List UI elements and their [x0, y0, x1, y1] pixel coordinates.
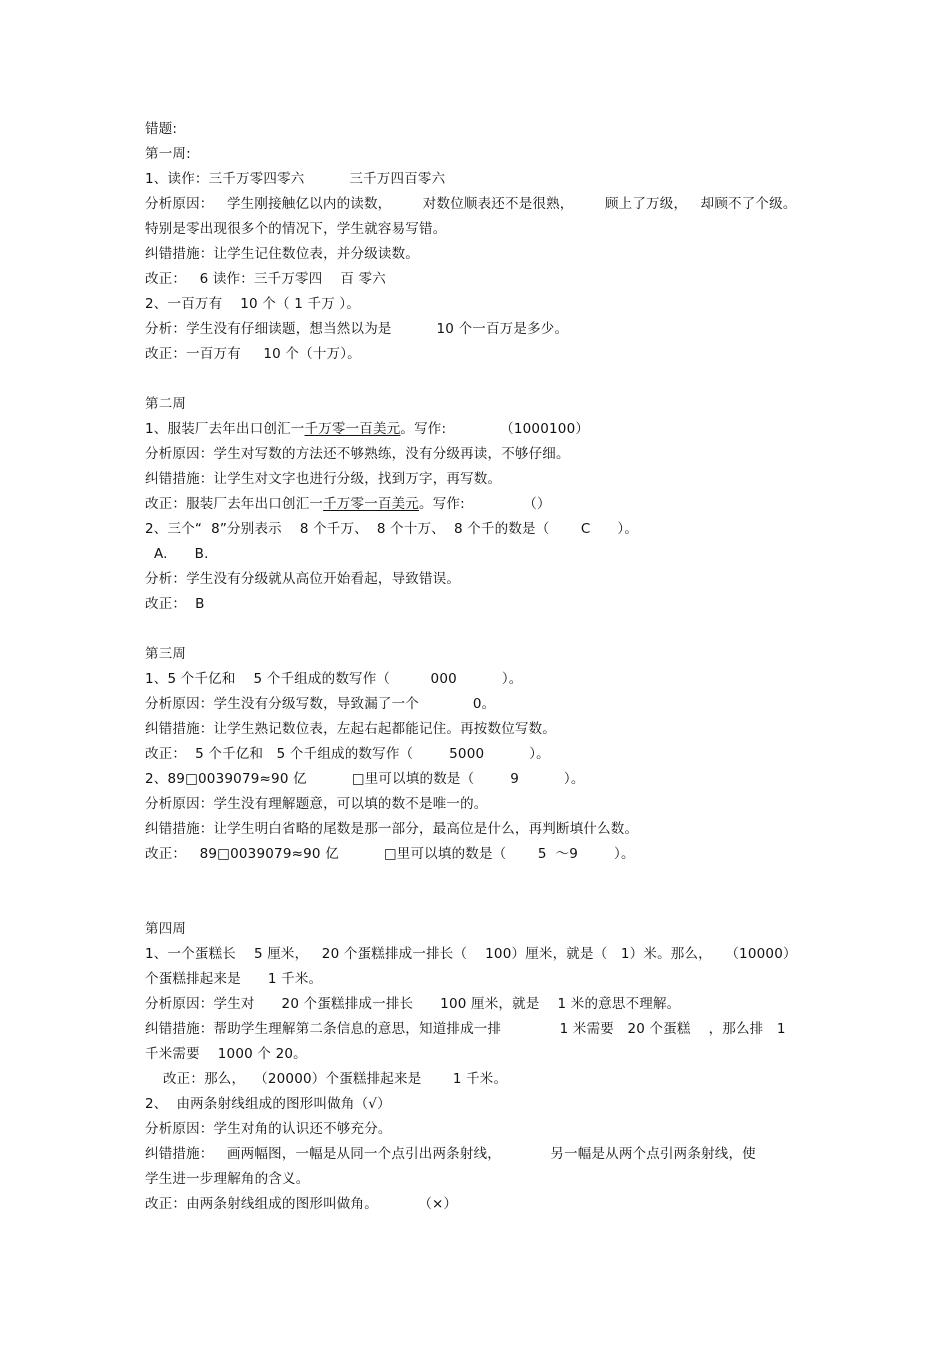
week4-line-1: 1、一个蛋糕长 5 厘米， 20 个蛋糕排成一排长（ 100）厘米，就是（ 1）米。那么， （10000）: [145, 946, 797, 962]
week3-line-1: 1、5 个千亿和 5 个千组成的数写作（ 000 ）。: [145, 671, 523, 687]
week2-line-7: 分析：学生没有分级就从高位开始看起，导致错误。: [145, 571, 461, 587]
week2-line-3: 纠错措施：让学生对文字也进行分级，找到万字，再写数。: [145, 471, 502, 487]
week4-line-11: 改正：由两条射线组成的图形叫做角。 （×）: [145, 1196, 458, 1212]
week1-line-3: 特别是零出现很多个的情况下，学生就容易写错。: [145, 221, 447, 237]
week2-line-1-end: 。写作: （1000100）: [400, 421, 590, 437]
week1-line-5: 改正： 6 读作：三千万零四 百 零六: [145, 271, 387, 287]
week3-line-8: 改正： 89□0039079≈90 亿 □里可以填的数是（ 5 ～9 ）。: [145, 846, 635, 862]
week2-line-5: 2、三个“ 8”分别表示 8 个千万、 8 个十万、 8 个千的数是（ C ）。: [145, 521, 639, 537]
week1-line-8: 改正：一百万有 10 个（十万）。: [145, 346, 361, 362]
week1-line-7: 分析：学生没有仔细读题，想当然以为是 10 个一百万是多少。: [145, 321, 569, 337]
week3-line-2: 分析原因：学生没有分级写数，导致漏了一个 0。: [145, 696, 496, 712]
week4-line-3: 分析原因：学生对 20 个蛋糕排成一排长 100 厘米，就是 1 米的意思不理解。: [145, 996, 681, 1012]
week2-line-6: A. B.: [145, 546, 209, 562]
week4-line-8: 分析原因：学生对角的认识还不够充分。: [145, 1121, 392, 1137]
week2-line-2: 分析原因：学生对写数的方法还不够熟练，没有分级再读，不够仔细。: [145, 446, 570, 462]
week2-heading: 第二周: [145, 396, 187, 412]
week3-line-3: 纠错措施：让学生熟记数位表，左起右起都能记住。再按数位写数。: [145, 721, 556, 737]
week4-line-10: 学生进一步理解角的含义。: [145, 1171, 310, 1187]
week2-line-1-start: 1、服装厂去年出口创汇一: [145, 421, 305, 437]
week4-line-2: 个蛋糕排起来是 1 千米。: [145, 971, 323, 987]
week1-line-6: 2、一百万有 10 个（ 1 千万 ）。: [145, 296, 361, 312]
week1-line-4: 纠错措施：让学生记住数位表，并分级读数。: [145, 246, 419, 262]
week1-line-2: 分析原因： 学生刚接触亿以内的读数， 对数位顺表还不是很熟， 顾上了万级， 却顾不了个级。: [145, 196, 797, 212]
week4-line-6: 改正：那么， （20000）个蛋糕排起来是 1 千米。: [145, 1071, 508, 1087]
week4-heading: 第四周: [145, 921, 187, 937]
week3-line-7: 纠错措施：让学生明白省略的尾数是那一部分，最高位是什么，再判断填什么数。: [145, 821, 639, 837]
week2-line-1-underlined: 千万零一百美元: [304, 421, 401, 437]
week1-line-1: 1、读作：三千万零四零六 三千万四百零六: [145, 171, 446, 187]
week4-line-5: 千米需要 1000 个 20。: [145, 1046, 307, 1062]
week4-line-4: 纠错措施：帮助学生理解第二条信息的意思，知道排成一排 1 米需要 20 个蛋糕 ，那么排 1: [145, 1021, 786, 1037]
week2-line-4-start: 改正：服装厂去年出口创汇一: [145, 496, 324, 512]
week2-line-4-end: 。写作: （）: [419, 496, 551, 512]
week1-heading: 第一周:: [145, 146, 191, 162]
week2-line-4: [145, 495, 551, 513]
week3-line-6: 分析原因：学生没有理解题意，可以填的数不是唯一的。: [145, 796, 488, 812]
week3-line-5: 2、89□0039079≈90 亿 □里可以填的数是（ 9 ）。: [145, 771, 585, 787]
week2-line-1: [145, 420, 589, 438]
week2-line-8: 改正： B: [145, 596, 205, 612]
week3-heading: 第三周: [145, 646, 187, 662]
week4-line-7: 2、 由两条射线组成的图形叫做角（√）: [145, 1096, 391, 1112]
week3-line-4: 改正： 5 个千亿和 5 个千组成的数写作（ 5000 ）。: [145, 746, 550, 762]
week2-line-4-underlined: 千万零一百美元: [323, 496, 420, 512]
week4-line-9: 纠错措施： 画两幅图，一幅是从同一个点引出两条射线， 另一幅是从两个点引两条射线，使: [145, 1146, 756, 1162]
doc-title: 错题:: [145, 121, 178, 137]
